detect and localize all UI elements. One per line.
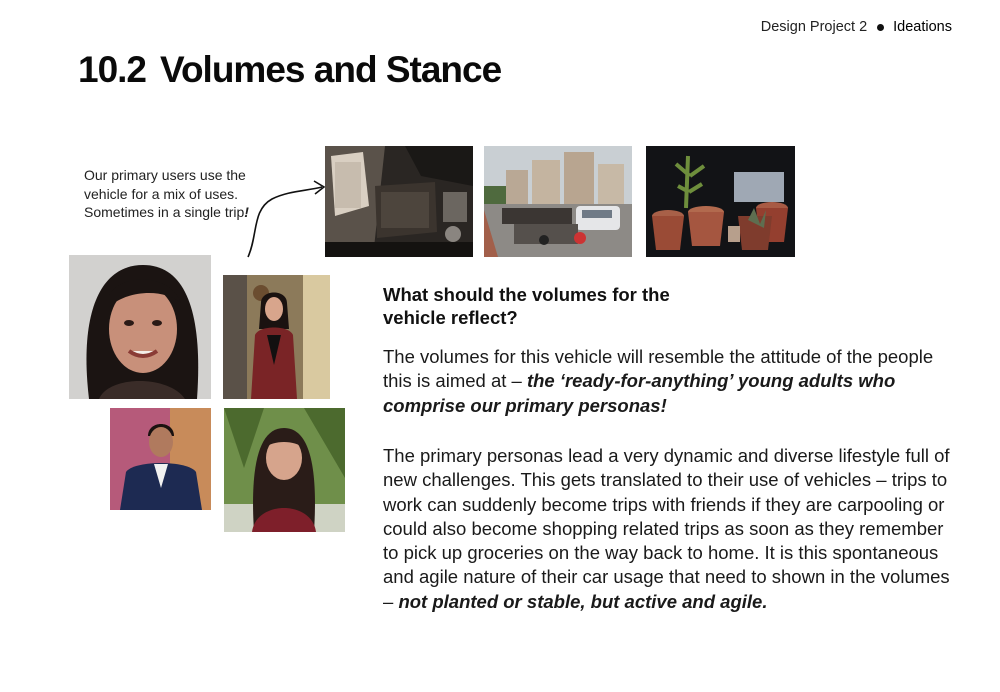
paragraph-lifestyle-text: The primary personas lead a very dynamic and diverse lifestyle full of new challenges. This gets translated to their use of vehicles – trips to work can suddenly become trips with friends if they are carpooling or could also become shopping related trips as soon as they remember to pick up groceries on the way back to home. It is this spontaneous and agile nature of their car usage that need to shown in the volumes –: [383, 445, 950, 612]
header: [761, 19, 952, 35]
car-interior-photo: [325, 146, 473, 257]
bullet-dot-icon: [877, 24, 884, 31]
parking-lot-photo: [484, 146, 632, 257]
paragraph-lifestyle: [383, 444, 958, 614]
curved-arrow-icon: [240, 175, 330, 265]
section-name: Ideations: [893, 19, 952, 35]
persona-photo-woman-smiling: [69, 255, 211, 399]
persona-photo-man-suit: [110, 408, 211, 510]
usage-note-emphasis: !: [244, 204, 249, 220]
page-title: [78, 49, 501, 91]
project-name: Design Project 2: [760, 19, 868, 35]
paragraph-attitude-text: The volumes for this vehicle will resemble the attitude of the people this is aimed at –: [383, 346, 934, 392]
title-text: Volumes and Stance: [160, 49, 502, 90]
section-number: 10.2: [78, 49, 147, 90]
paragraph-lifestyle-emphasis: not planted or stable, but active and agile.: [398, 590, 768, 612]
usage-note-text: Our primary users use the vehicle for a mix of uses. Sometimes in a single trip: [84, 167, 246, 220]
paragraph-attitude-emphasis: the ‘ready-for-anything’ young adults who comprise our primary personas!: [383, 370, 896, 416]
persona-photo-woman-red-jacket: [223, 275, 330, 399]
persona-photo-woman-outdoor: [224, 408, 345, 532]
plant-pots-photo: [646, 146, 795, 257]
section-question: What should the volumes for the vehicle reflect?: [383, 284, 670, 328]
paragraph-attitude: [383, 345, 958, 418]
